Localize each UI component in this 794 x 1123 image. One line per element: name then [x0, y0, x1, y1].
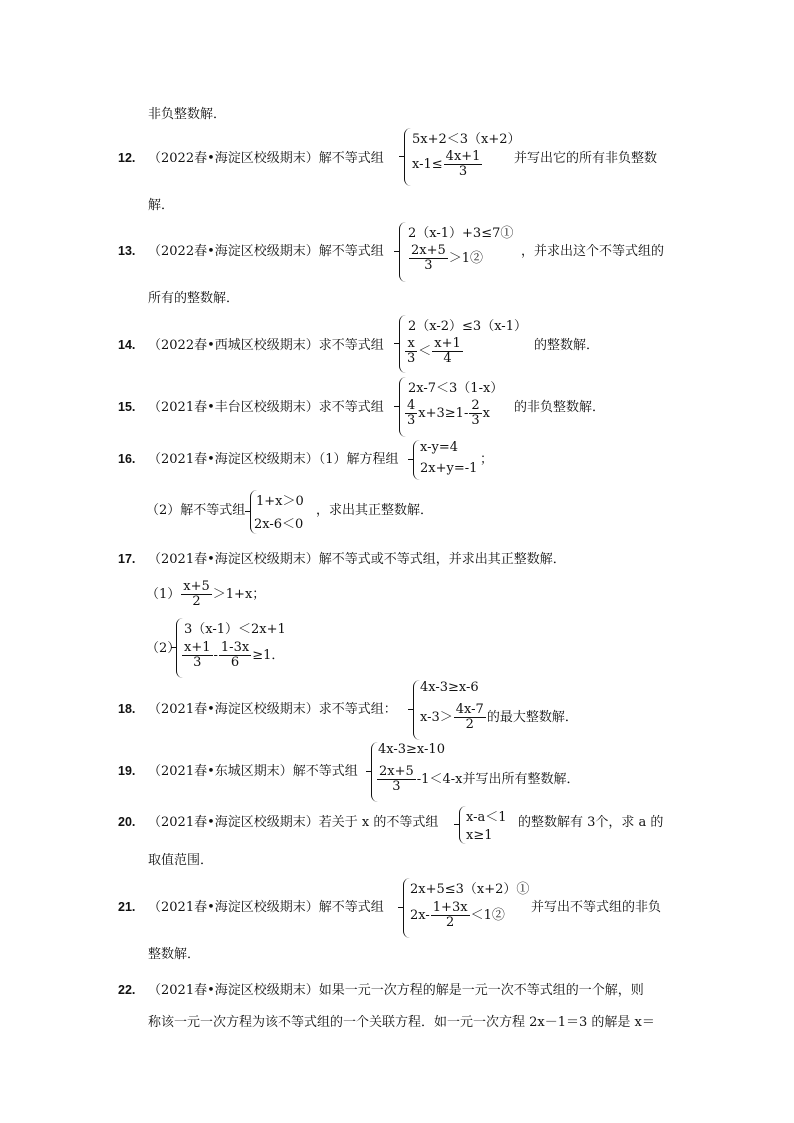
fraction: $\frac{2}{3}$ — [471, 398, 480, 428]
question-number: 20. — [118, 815, 136, 829]
text-line: 取值范围． — [148, 853, 214, 868]
question-number: 13. — [118, 244, 136, 258]
system-line: 2（x-1）+3≤7① — [408, 226, 514, 241]
brace-icon — [413, 440, 420, 480]
system-line: $\frac{2x+5}{3}$ ＞1② — [411, 243, 484, 273]
system-line: 4x-3≥x-6 — [420, 680, 479, 695]
question-suffix: ，并求出这个不等式组的 — [521, 244, 665, 259]
question-suffix: 并写出它的所有非负整数 — [514, 151, 658, 166]
fraction: $\frac{x}{3}$ — [407, 336, 416, 366]
question-text: （2021春•海淀区校级期末）解不等式或不等式组，并求出其正整数解． — [148, 552, 566, 567]
system-line: $\frac{2x+5}{3}$ -1＜4-x并写出所有整数解． — [379, 764, 580, 794]
system-line: $\frac{x+1}{3}$ - $\frac{1-3x}{6}$ ≥1． — [184, 640, 285, 670]
question-prefix: （2）解不等式组 — [146, 503, 246, 518]
question-suffix: 的非负整数解． — [514, 400, 606, 415]
system-line: x-a＜1 — [466, 810, 507, 825]
fraction: $\frac{x+1}{3}$ — [184, 640, 211, 670]
system-line: $\frac{4}{3}$ x+3≥1- $\frac{2}{3}$ x — [407, 398, 490, 428]
text-line: 整数解． — [148, 947, 201, 962]
question-suffix: 的整数解． — [534, 338, 600, 353]
question-suffix: ； — [480, 452, 494, 467]
text-line: 非负整数解． — [148, 107, 227, 122]
fraction: $\frac{4x-7}{2}$ — [455, 702, 484, 732]
brace-icon — [404, 128, 411, 186]
fraction: $\frac{2x+5}{3}$ — [379, 764, 414, 794]
question-number: 22. — [118, 983, 136, 997]
system-line: x-y=4 — [420, 440, 459, 455]
question-prefix: （2021春•丰台区校级期末）求不等式组 — [148, 400, 384, 415]
system-line: x-1≤ $\frac{4x+1}{3}$ — [412, 149, 481, 179]
question-prefix: （2022春•西城区校级期末）求不等式组 — [148, 338, 384, 353]
brace-icon — [403, 878, 410, 938]
fraction: $\frac{x+5}{2}$ — [183, 579, 210, 609]
question-prefix: （2022春•海淀区校级期末）解不等式组 — [148, 244, 384, 259]
system-line: 2x-7＜3（1-x） — [408, 381, 504, 396]
question-prefix: （2021春•海淀区校级期末）求不等式组： — [148, 702, 397, 717]
brace-icon — [413, 680, 420, 740]
question-number: 17. — [118, 552, 136, 566]
brace-icon — [399, 222, 406, 282]
system-line: 2x- $\frac{1+3x}{2}$ ＜1② — [410, 900, 505, 930]
question-prefix: （2021春•东城区期末）解不等式组 — [148, 764, 358, 779]
question-suffix: ，求出其正整数解． — [316, 503, 434, 518]
question-number: 12. — [118, 151, 136, 165]
fraction: $\frac{x+1}{4}$ — [434, 336, 461, 366]
question-text: 称该一元一次方程为该不等式组的一个关联方程．如一元一次方程 2x－1＝3 的解是 x＝ — [148, 1015, 655, 1030]
system-line: 2x+5≤3（x+2）① — [410, 882, 530, 897]
fraction: $\frac{1+3x}{2}$ — [432, 900, 468, 930]
brace-icon — [459, 806, 466, 844]
system-line: 2（x-2）≤3（x-1） — [408, 319, 527, 334]
question-number: 21. — [118, 900, 136, 914]
sub-question: （1） $\frac{x+5}{2}$ ＞1+x； — [146, 579, 266, 609]
system-line: $\frac{x}{3}$ ＜ $\frac{x+1}{4}$ — [407, 336, 461, 366]
system-line: 2x+y=-1 — [420, 461, 478, 476]
system-line: x-3＞ $\frac{4x-7}{2}$ 的最大整数解． — [420, 702, 578, 732]
text-line: 所有的整数解． — [148, 291, 240, 306]
question-number: 18. — [118, 702, 136, 716]
question-number: 15. — [118, 400, 136, 414]
question-prefix: （2021春•海淀区校级期末）（1）解方程组 — [148, 452, 399, 467]
fraction: $\frac{2x+5}{3}$ — [411, 243, 446, 273]
question-number: 16. — [118, 452, 136, 466]
question-suffix: 的整数解有 3个，求 a 的 — [518, 815, 664, 830]
question-number: 19. — [118, 764, 136, 778]
system-line: 4x-3≥x-10 — [378, 742, 445, 757]
question-text: （2021春•海淀区校级期末）如果一元一次方程的解是一元一次不等式组的一个解，则 — [148, 983, 644, 998]
question-number: 14. — [118, 338, 136, 352]
system-line: 3（x-1）＜2x+1 — [184, 622, 286, 637]
fraction: $\frac{4x+1}{3}$ — [445, 149, 481, 179]
system-line: x≥1 — [466, 828, 493, 843]
system-line: 5x+2＜3（x+2） — [412, 132, 521, 147]
text-line: 解． — [148, 198, 175, 213]
system-line: 2x-6＜0 — [254, 517, 304, 532]
system-line: 1+x＞0 — [256, 494, 304, 509]
question-suffix: 并写出不等式组的非负 — [531, 900, 662, 915]
question-prefix: （2022春•海淀区校级期末）解不等式组 — [148, 151, 384, 166]
sub-question-label: （2） — [146, 641, 181, 656]
fraction: $\frac{4}{3}$ — [407, 398, 416, 428]
question-prefix: （2021春•海淀区校级期末）解不等式组 — [148, 900, 384, 915]
question-prefix: （2021春•海淀区校级期末）若关于 x 的不等式组 — [148, 815, 439, 830]
fraction: $\frac{1-3x}{6}$ — [220, 640, 250, 670]
